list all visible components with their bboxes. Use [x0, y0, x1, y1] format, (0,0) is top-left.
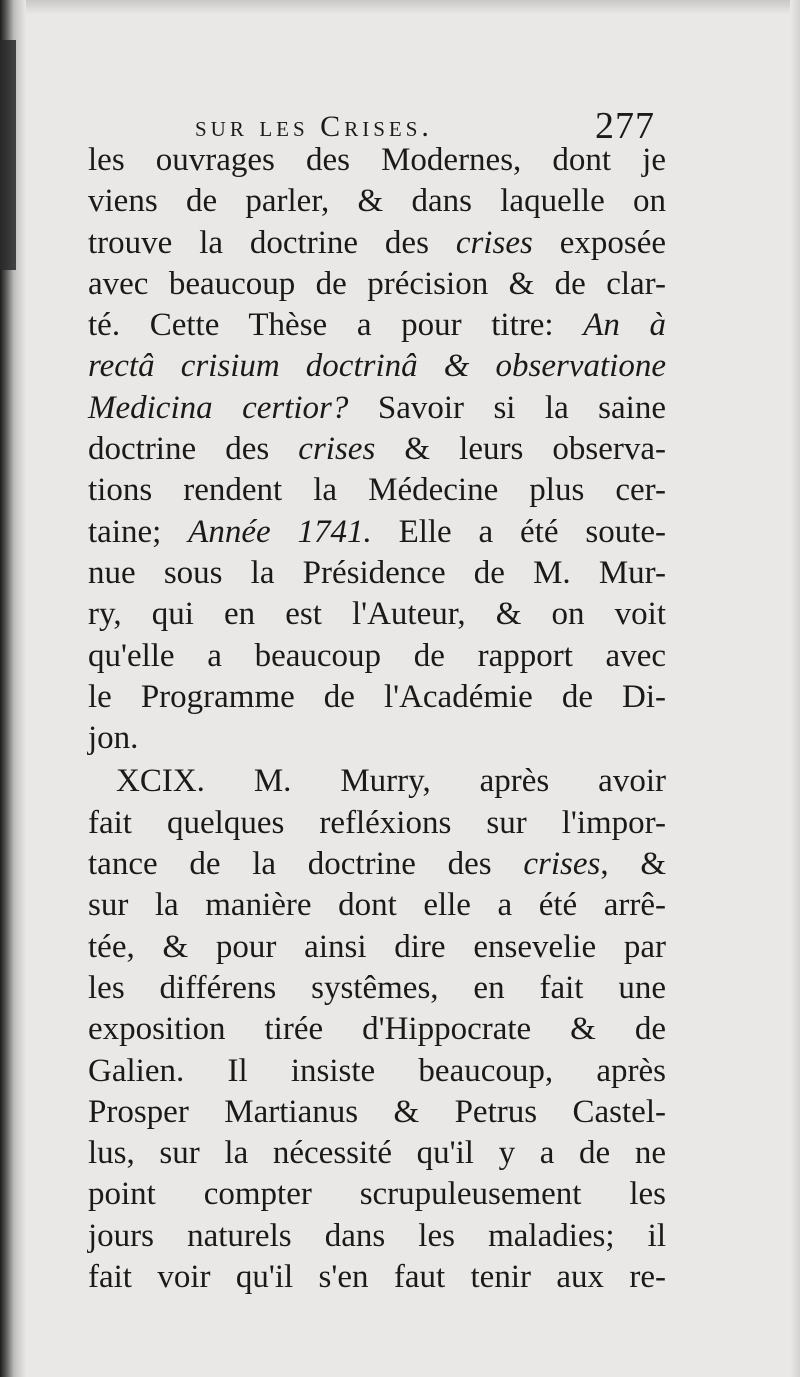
text-span: doctrine des	[88, 431, 299, 468]
text-line	[88, 636, 666, 677]
italic-latin-title: Medicina certior?	[88, 389, 349, 426]
text-line	[88, 927, 666, 968]
italic-latin-title: rectâ crisium doctrinâ & observatione	[88, 348, 666, 385]
italic-term: crises	[455, 224, 533, 261]
text-span: jours naturels dans les maladies; il	[88, 1217, 666, 1254]
text-span: ry, qui en est l'Auteur, & on voit	[88, 596, 666, 633]
running-title: sur les Crises.	[195, 110, 433, 143]
text-line	[88, 140, 666, 181]
page-top-edge	[0, 0, 800, 14]
text-span: té. Cette Thèse a pour titre:	[88, 307, 584, 344]
text-span: exposition tirée d'Hippocrate & de	[88, 1011, 666, 1048]
text-span: XCIX. M. Murry, après avoir	[116, 763, 666, 800]
text-span: point compter scrupuleusement les	[88, 1176, 666, 1213]
page-number: 277	[595, 105, 655, 147]
text-line	[88, 1174, 666, 1215]
text-span: jon.	[88, 720, 139, 757]
paragraph-start-line	[88, 761, 666, 802]
text-span: qu'elle a beaucoup de rapport avec	[88, 637, 666, 674]
text-span: taine;	[88, 513, 189, 550]
text-line	[88, 181, 666, 222]
text-span: le Programme de l'Académie de Di-	[88, 678, 666, 715]
page-right-edge	[790, 0, 800, 1377]
text-line	[88, 388, 666, 429]
text-line	[88, 1257, 666, 1298]
text-line	[88, 1051, 666, 1092]
text-span: tée, & pour ainsi dire ensevelie par	[88, 928, 666, 965]
italic-latin-title: An à	[583, 307, 666, 344]
text-line	[88, 718, 666, 759]
text-line	[88, 429, 666, 470]
italic-year: Année 1741.	[188, 513, 372, 550]
italic-term: crises	[523, 846, 601, 883]
text-line	[88, 305, 666, 346]
text-span: avec beaucoup de précision & de clar-	[88, 265, 666, 302]
text-span: Prosper Martianus & Petrus Castel-	[88, 1093, 666, 1130]
text-span: tions rendent la Médecine plus cer-	[88, 472, 666, 509]
text-line	[88, 1133, 666, 1174]
text-line	[88, 803, 666, 844]
text-line	[88, 885, 666, 926]
text-line	[88, 553, 666, 594]
body-text	[88, 140, 666, 1298]
text-line	[88, 1216, 666, 1257]
text-span: Galien. Il insiste beaucoup, après	[88, 1052, 666, 1089]
text-line	[88, 1009, 666, 1050]
text-span: nue sous la Présidence de M. Mur-	[88, 554, 666, 591]
text-span: fait voir qu'il s'en faut tenir aux re-	[88, 1259, 666, 1296]
text-line	[88, 512, 666, 553]
text-line	[88, 470, 666, 511]
text-span: lus, sur la nécessité qu'il y a de ne	[88, 1135, 666, 1172]
text-span: les différens systêmes, en fait une	[88, 969, 666, 1006]
text-span: , &	[600, 846, 666, 883]
text-line	[88, 264, 666, 305]
binding-dark-strip	[0, 40, 16, 270]
text-line	[88, 594, 666, 635]
text-span: viens de parler, & dans laquelle on	[88, 183, 666, 220]
text-span: trouve la doctrine des	[88, 224, 456, 261]
italic-term: crises	[298, 431, 376, 468]
text-span: exposée	[532, 224, 666, 261]
text-line	[88, 844, 666, 885]
text-line	[88, 346, 666, 387]
text-span: tance de la doctrine des	[88, 846, 524, 883]
text-line	[88, 223, 666, 264]
text-span: & leurs observa-	[375, 431, 666, 468]
text-line	[88, 677, 666, 718]
text-span: les ouvrages des Modernes, dont je	[88, 142, 666, 178]
text-span: sur la manière dont elle a été arrê-	[88, 887, 666, 924]
text-span: Savoir si la saine	[348, 389, 666, 426]
text-span: fait quelques refléxions sur l'impor-	[88, 804, 666, 841]
text-line	[88, 1092, 666, 1133]
text-line	[88, 968, 666, 1009]
text-span: Elle a été soute-	[371, 513, 667, 550]
